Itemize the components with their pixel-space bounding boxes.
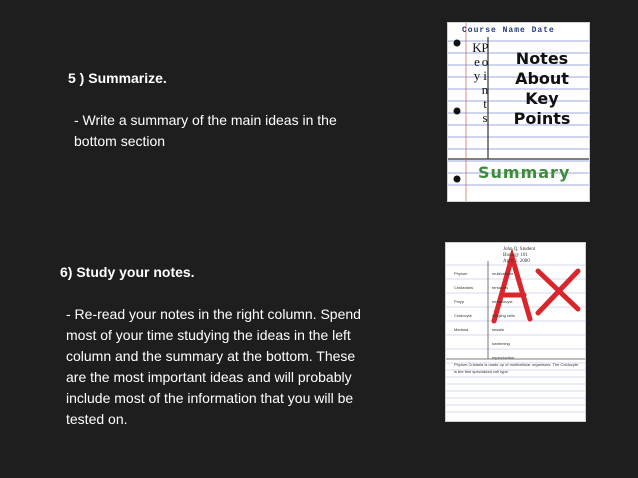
notebook-left-column: Phylum Cnidarians Polyp Cnidocyte Medusa [454,271,474,332]
key-points-column-2: P o i n t s [481,40,489,125]
notebook-header: John Q. Student Biology 101 April 1, 2000 [503,247,536,264]
step5-text [68,68,368,152]
notebook-summary-text: Phylum Cnidaria is made up of multicellular organisms. The Cnidocyte is the first specialized cell type. [454,362,579,374]
notebook-photo [445,242,586,422]
step6-text [60,262,370,430]
notebook-right-column: multicellular tentacles nematocyst stinging cells sessile swimming reproduction [492,271,515,360]
step6-heading: 6) Study your notes. [60,264,195,280]
step5-body: - Write a summary of the main ideas in the bottom section [74,112,337,149]
key-points-column: K e y [472,40,482,83]
notes-column-text: Notes About Key Points [513,49,571,128]
step6-body: - Re-read your notes in the right column. Spend most of your time studying the ideas in the left column and the summary at the bottom. These are the most important ideas and will probably include most of the information that you will be tested on. [66,306,361,427]
course-name-date-label: Course Name Date [462,26,555,35]
step5-heading: 5 ) Summarize. [68,70,167,86]
summary-label: Summary [478,163,571,182]
cornell-notes-diagram [447,22,590,202]
